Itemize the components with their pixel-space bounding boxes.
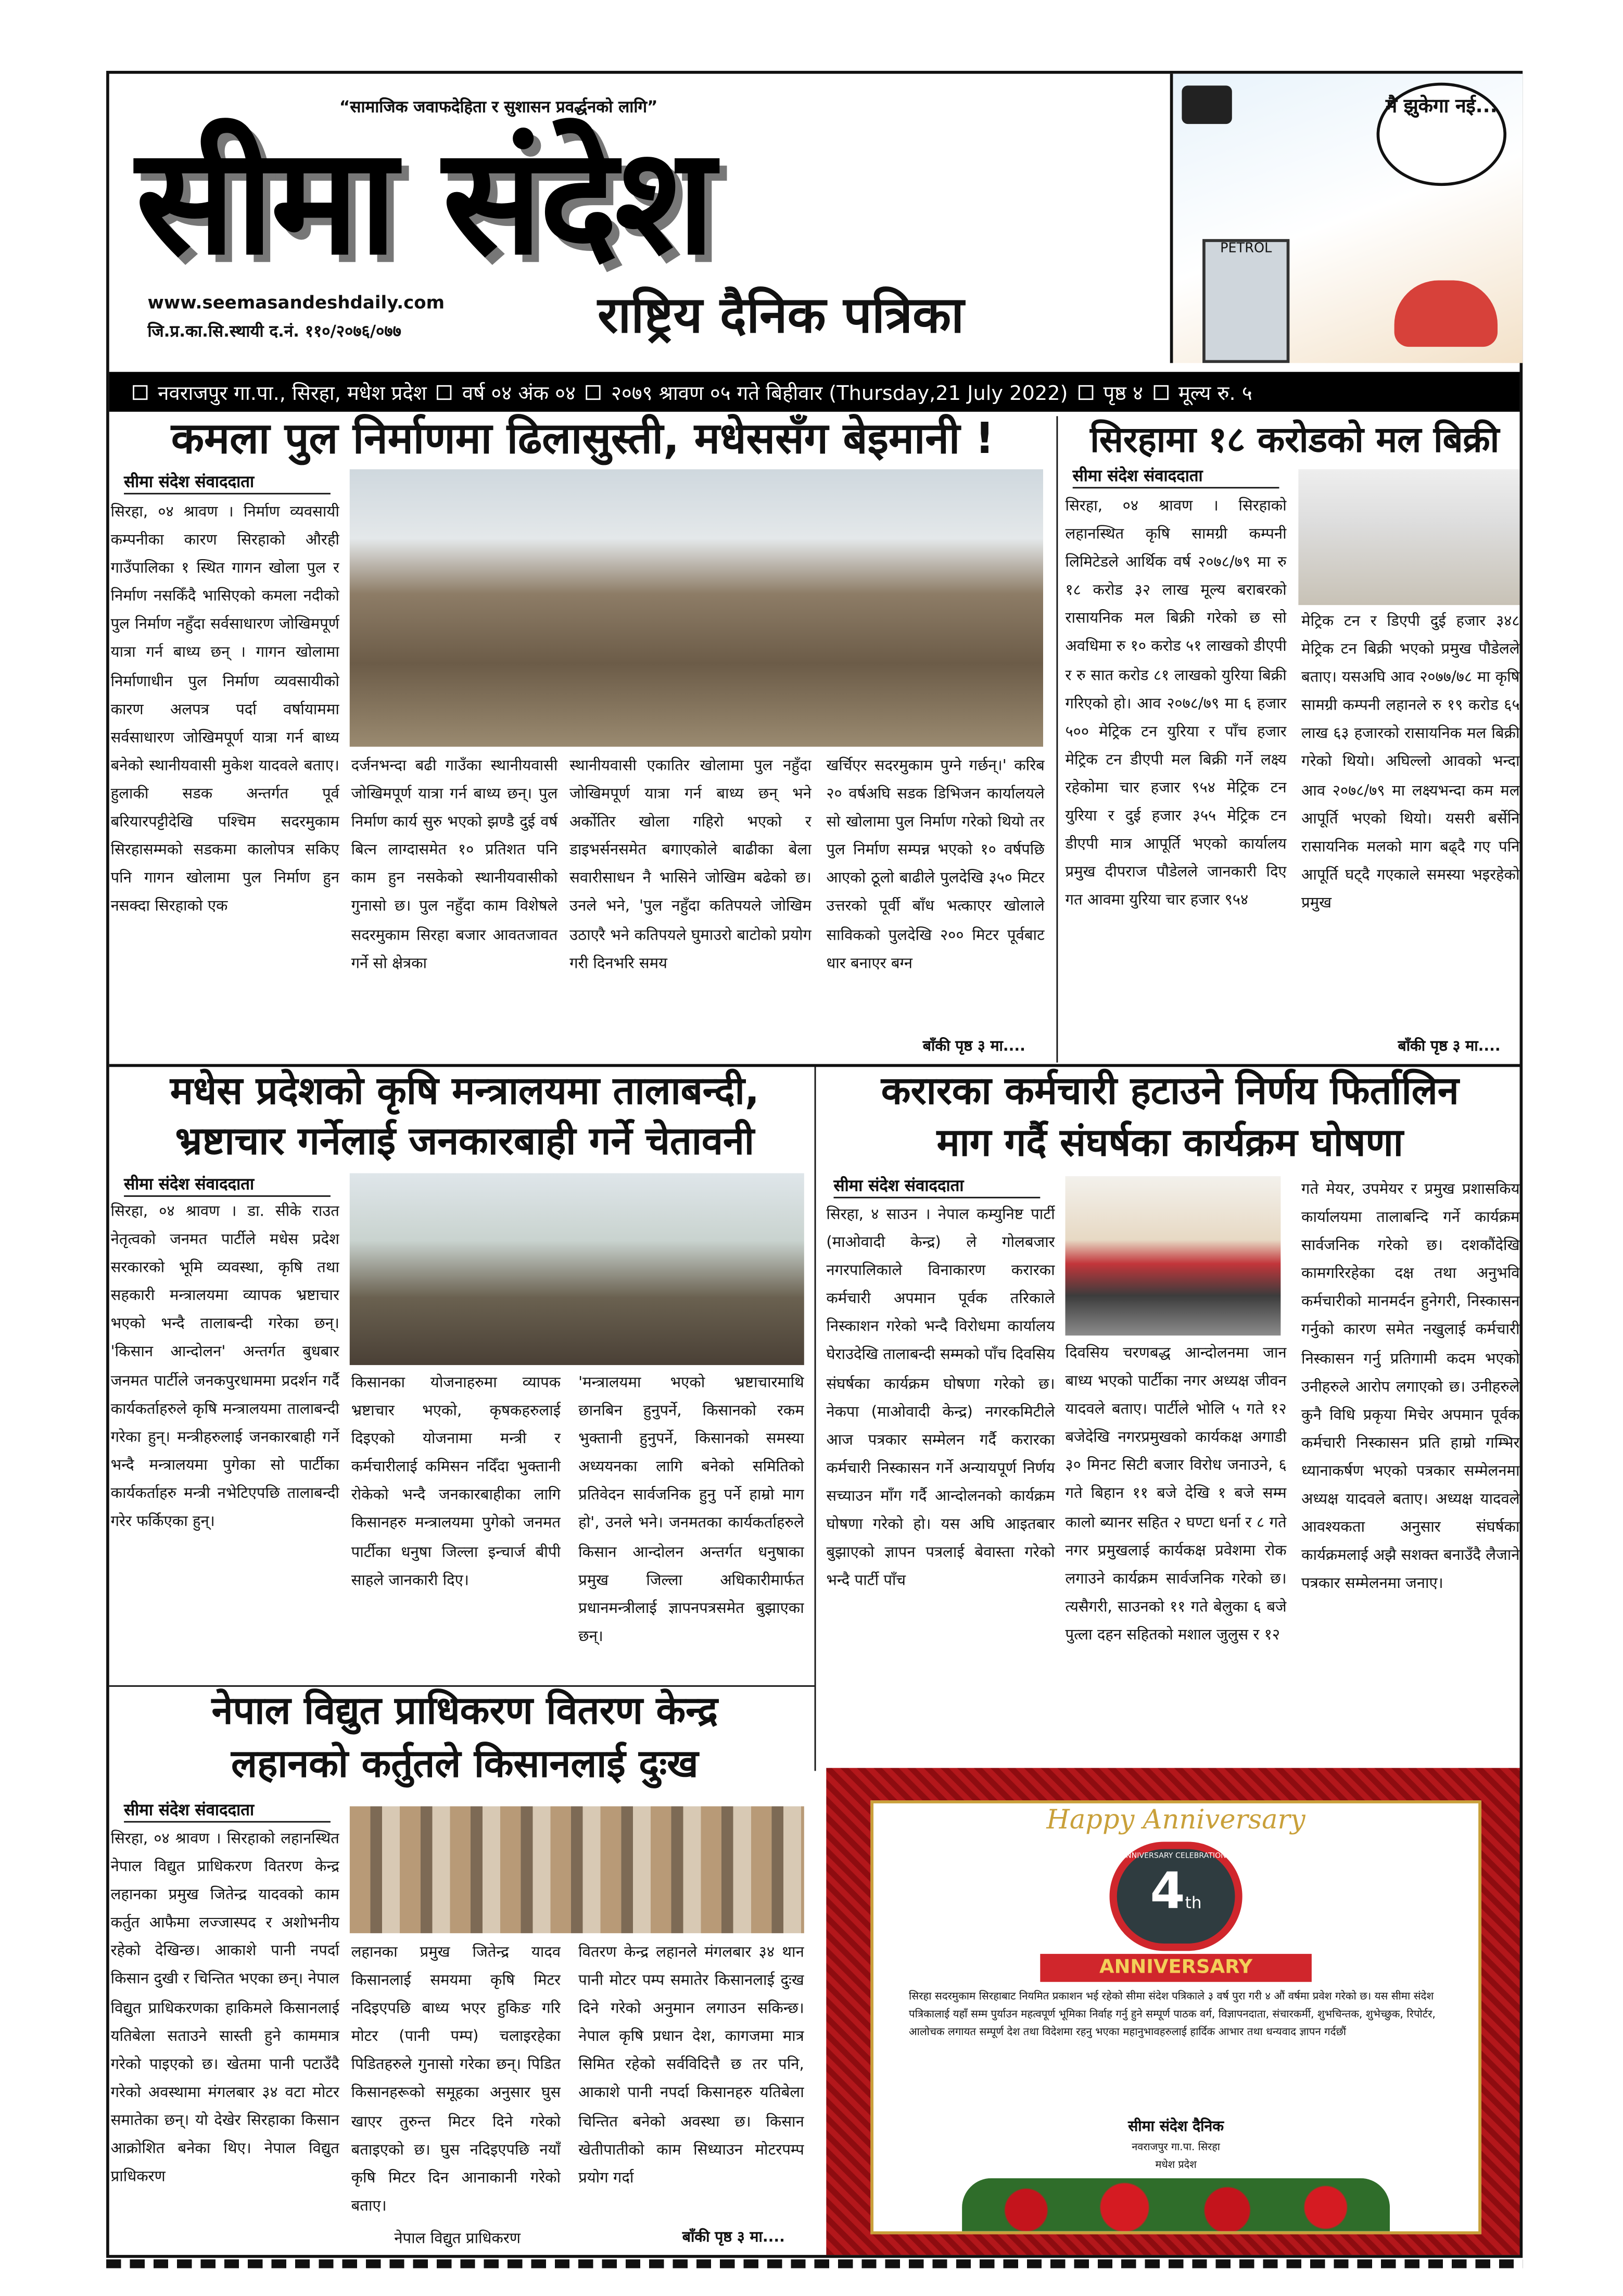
article-1-column-3: स्थानीयवासी एकातिर खोलामा पुल नहुँदा जोखिमपूर्ण यात्रा गर्न बाध्य छन् भने अर्कोतिर खोला गहिरो भएको र डाइभर्सनसमेत बगाएकोले बाढीका बेला सवारीसाधन नै भासिने जोखिम बढेको छ। उनले भने, 'पुल नहुँदा कतिपयले जोखिम उठाएरै भने कतिपयले घुमाउरो बाटोको प्रयोग गरी दिनभरि समय xyxy=(569,757,812,972)
seized-pumps-photo xyxy=(350,1806,804,1933)
article-5-byline: सीमा संदेश संवाददाता xyxy=(124,1800,331,1823)
article-5-continued[interactable]: बाँकी पृष्ठ ३ मा.... xyxy=(682,2229,785,2247)
masthead-subtitle: राष्ट्रिय दैनिक पत्रिका xyxy=(597,286,965,346)
square-bullet-icon xyxy=(133,384,147,399)
article-2-headline-box xyxy=(1070,421,1520,460)
page-number: पृष्ठ ४ xyxy=(1103,381,1143,406)
column-divider xyxy=(1057,416,1058,1063)
fertilizer-sacks-photo xyxy=(1298,469,1519,605)
article-1-column-1: सिरहा, ०४ श्रावण । निर्माण व्यवसायी कम्पनीका कारण सिरहाको औरही गाउँपालिका १ स्थित गागन खोला पुल र निर्माण नसकिँदै भासिएको कमला नदीको पुल निर्माण नहुँदा सर्वसाधारण जोखिमपूर्ण यात्रा गर्न बाध्य छन् । गागन खोलामा निर्माणाधीन पुल निर्माण व्यवसायीको कारण अलपत्र पर्दा वर्षायाममा सर्वसाधारण जोखिमपूर्ण यात्रा गर्न बाध्य बनेको स्थानीयवासी मुकेश यादवले बताए। हुलाकी सडक अन्तर्गत पूर्व बरियारपट्टीदेखि पश्चिम सदरमुकाम सिरहासम्मको सडकमा कालोपत्र सकिए पनि गागन खोलामा पुल निर्माण हुन नसक्दा सिरहाको एक xyxy=(110,503,339,916)
anniversary-message: सिरहा सदरमुकाम सिरहाबाट नियमित प्रकाशन भई रहेको सीमा संदेश पत्रिकाले ३ वर्ष पुरा गरी ४ औं वर्षमा प्रवेश गरेको छ। यस सीमा संदेश पत्रिकालाई यहाँ सम्म पुर्याउन महत्वपूर्ण भूमिका निर्वाह गर्नु हुने सम्पूर्ण पाठक वर्ग, विज्ञापनदाता, संचारकर्मी, शुभचिन्तक, शुभेच्छुक, रिपोर्टर, आलोचक लगायत सम्पूर्ण देश तथा विदेशमा रहनु भएका महानुभावहरुलाई हार्दिक आभार तथा धन्यवाद ज्ञापन गर्दछौं xyxy=(909,1989,1436,2038)
article-4-headline-line-2-box xyxy=(820,1123,1520,1165)
signature-name: सीमा संदेश दैनिक xyxy=(1128,2119,1224,2136)
article-4-column-3: गते मेयर, उपमेयर र प्रमुख प्रशासकिय कार्यालयमा तालाबन्दि गर्ने कार्यक्रम सार्वजनिक गरेको छ। दशकौंदेखि कामगरिरहेका दक्ष तथा अनुभवि कर्मचारीको मानमर्दन हुनेगरी, निस्कासन गर्नुको कारण समेत नखुलाई कर्मचारी निस्कासन गर्नु प्रतिगामी कदम भएको उनीहरुले आरोप लगाएको छ। उनीहरुले कुनै विधि प्रकृया मिचेर अपमान पूर्वक कर्मचारी निस्कासन प्रति हाम्रो गम्भिर ध्यानाकर्षण भएको पत्रकार सम्मेलनमा अध्यक्ष यादवले बताए। अध्यक्ष यादवले आवश्यकता अनुसार संघर्षका कार्यक्रमलाई अझै सशक्त बनाउँदै लैजाने पत्रकार सम्मेलनमा जनाए। xyxy=(1301,1180,1520,1593)
article-5-column-3: वितरण केन्द्र लहानले मंगलबार ३४ थान पानी मोटर पम्प समातेर किसानलाई दुःख दिने गरेको अनुमान लगाउन सकिन्छ। नेपाल कृषि प्रधान देश, कागजमा मात्र सिमित रहेको सर्वविदित्तै छ तर पनि, आकाशे पानी नपर्दा किसानहरु यतिबेला चिन्तित बनेको अवस्था छ। किसान खेतीपातीको काम सिध्याउन मोटरपम्प प्रयोग गर्दा xyxy=(578,1944,804,2187)
article-4-column-1: सिरहा, ४ साउन । नेपाल कम्युनिष्ट पार्टी (माओवादी केन्द्र) ले गोलबजार नगरपालिकाले विनाकारण करारका कर्मचारी अपमान पूर्वक तरिकाले निस्काशन गरेको भन्दै विरोधमा कार्यालय घेराउदेखि तालाबन्दी सम्मको पाँच दिवसिय संघर्षका कार्यक्रम घोषणा गरेको छ। नेकपा (माओवादी केन्द्र) नगरकमिटीले आज पत्रकार सम्मेलन गर्दै करारका कर्मचारी निस्कासन गर्ने अन्यायपूर्ण निर्णय सच्याउन माँग गर्दै आन्दोलनको कार्यक्रम घोषणा गरेको हो। यस अघि आइतबार बुझाएको ज्ञापन पत्रलाई बेवास्ता गरेको भन्दै पार्टी पाँच xyxy=(826,1205,1055,1590)
location: नवराजपुर गा.पा., सिरहा, मधेश प्रदेश xyxy=(158,381,427,406)
square-bullet-icon xyxy=(1153,384,1168,399)
issue-info-bar xyxy=(109,372,1520,412)
signature-address: नवराजपुर गा.पा. सिरहा xyxy=(1132,2141,1220,2153)
badge-ring-text: ANNIVERSARY CELEBRATIONS xyxy=(1121,1852,1231,1861)
article-2-column-2: मेट्रिक टन र डिएपी दुई हजार ३४८ मेट्रिक टन बिक्री भएको प्रमुख पौडेलले बताए। यसअघि आव २०७७/७८ मा कृषि सामग्री कम्पनी लहानले रु १९ करोड ६५ लाख ६३ हजारको रासायनिक मल बिक्री गरेको थियो। अघिल्लो आवको भन्दा आव २०७८/७९ मा लक्ष्यभन्दा कम मल आपूर्ति भएको थियो। यसरी बर्सेनि रासायनिक मलको माग बढ्दै गए पनि आपूर्ति घट्दै गएकाले समस्या भइरहेको प्रमुख xyxy=(1301,612,1520,912)
article-5-headline-line-1-box xyxy=(118,1691,812,1733)
article-5-headline-line-1: नेपाल विद्युत प्राधिकरण वितरण केन्द्र xyxy=(211,1689,718,1734)
happy-anniversary-script: Happy Anniversary xyxy=(1046,1805,1305,1836)
badge-suffix: th xyxy=(1185,1893,1202,1913)
article-2-continued[interactable]: बाँकी पृष्ठ ३ मा.... xyxy=(1398,1039,1501,1055)
article-1-headline: कमला पुल निर्माणमा ढिलासुस्ती, मधेससँग बेइमानी ! xyxy=(171,413,995,464)
price: मूल्य रु. ५ xyxy=(1178,381,1252,406)
article-4-byline: सीमा संदेश संवाददाता xyxy=(833,1176,1040,1199)
article-3-headline-line-1: मधेस प्रदेशको कृषि मन्त्रालयमा तालाबन्दी, xyxy=(170,1070,759,1115)
article-3-headline-line-2-box xyxy=(118,1121,812,1164)
roses-illustration xyxy=(962,2178,1390,2231)
scooter-icon xyxy=(1394,281,1498,347)
issue-date: २०७९ श्रावण ०५ गते बिहीवार (Thursday,21 July 2022) xyxy=(611,381,1068,406)
registration-number: जि.प्र.का.सि.स्थायी द.नं. ११०/२०७६/०७७ xyxy=(147,321,401,341)
bottom-dashed-rule xyxy=(106,2260,1523,2268)
ad-panel xyxy=(870,1800,1481,2234)
article-3-column-2: किसानका योजनाहरुमा व्यापक भ्रष्टाचार भएको, कृषकहरुलाई दिइएको योजनामा मन्त्री र कर्मचारीलाई कमिसन नदिँदा भुक्तानी रोकेको भन्दै जनकारबाहीका लागि किसानहरु मन्त्रालयमा पुगेको जनमत पार्टीका धनुषा जिल्ला इन्चार्ज बीपी साहले जानकारी दिए। xyxy=(351,1373,561,1589)
website-link[interactable]: www.seemasandeshdaily.com xyxy=(147,292,445,313)
bird-logo-icon xyxy=(1182,85,1232,124)
article-3-headline-line-1-box xyxy=(118,1071,812,1114)
collapsed-bridge-photo xyxy=(350,469,1043,747)
article-3-column-1: सिरहा, ०४ श्रावण । डा. सीके राउत नेतृत्वको जनमत पार्टीले मधेस प्रदेश सरकारको भूमि व्यवस्था, कृषि तथा सहकारी मन्त्रालयमा व्यापक भ्रष्टाचार भएको भन्दै तालाबन्दी गरेका छन्। 'किसान आन्दोलन' अन्तर्गत बुधबार जनमत पार्टीले जनकपुरधाममा प्रदर्शन गर्दै कार्यकर्ताहरुले कृषि मन्त्रालयमा तालाबन्दी गरेका हुन्। मन्त्रीहरुलाई जनकारबाही गर्ने भन्दै मन्त्रालयमा पुगेका सो पार्टीका कार्यकर्ताहरु मन्त्री नभेटिएपछि तालाबन्दी गरेर फर्किएका हुन्। xyxy=(110,1203,339,1531)
article-1-continued[interactable]: बाँकी पृष्ठ ३ मा.... xyxy=(922,1039,1025,1055)
cartoon-speech-bubble: मै झुकेगा नई... xyxy=(1377,83,1506,186)
article-1-column-4: खर्चिएर सदरमुकाम पुग्ने गर्छन्।' करिब २० वर्षअघि सडक डिभिजन कार्यालयले सो खोलामा पुल निर्माण गरेको थियो तर पुल निर्माण सम्पन्न भएको १० वर्षपछि आएको ठूलो बाढीले पुलदेखि ३५० मिटर उत्तरको पूर्वी बाँध भत्काएर खोलाले साविकको पुलदेखि २०० मिटर पूर्वबाट धार बनाएर बग्न xyxy=(826,757,1045,972)
petrol-label: PETROL xyxy=(1220,242,1272,257)
article-5-column-2: लहानका प्रमुख जितेन्द्र यादव किसानलाई समयमा कृषि मिटर नदिइएपछि बाध्य भएर हुकिङ गरि मोटर (पानी पम्प) चलाइरहेका पिडितहरुले गुनासो गरेका छन्। पिडित किसानहरूको समूहका अनुसार घुस खाएर तुरुन्त मिटर दिने गरेको बताइएको छ। घुस नदिइएपछि नयाँ कृषि मिटर दिन आनाकानी गरेको बताए। xyxy=(351,1944,561,2215)
volume-issue: वर्ष ०४ अंक ०४ xyxy=(462,381,576,406)
article-1-column-2: दर्जनभन्दा बढी गाउँका स्थानीयवासी जोखिमपूर्ण यात्रा गर्न बाध्य छन्। पुल निर्माण कार्य सुरु भएको झण्डै दुई वर्ष बित्न लाग्दासमेत १० प्रतिशत पनि काम हुन नसकेको स्थानीयवासीको गुनासो छ। पुल नहुँदा काम विशेषले सदरमुकाम सिरहा बजार आवतजावत गर्ने सो क्षेत्रका xyxy=(351,757,558,972)
masthead-tagline: “सामाजिक जवाफदेहिता र सुशासन प्रवर्द्धनको लागि” xyxy=(339,97,658,117)
article-2-headline: सिरहामा १८ करोडको मल बिक्री xyxy=(1090,419,1500,461)
section-divider xyxy=(109,1685,815,1687)
article-5-headline-line-2-box xyxy=(118,1744,812,1786)
article-3-byline: सीमा संदेश संवाददाता xyxy=(124,1175,331,1197)
article-4-headline-line-2: माग गर्दै संघर्षका कार्यक्रम घोषणा xyxy=(936,1121,1403,1166)
article-5-headline-line-2: लहानको कर्तुतले किसानलाई दुःख xyxy=(231,1743,699,1787)
anniversary-badge xyxy=(1110,1841,1242,1951)
square-bullet-icon xyxy=(437,384,452,399)
article-1-byline: सीमा संदेश संवाददाता xyxy=(124,472,331,495)
editorial-cartoon xyxy=(1170,74,1523,363)
anniversary-ribbon: ANNIVERSARY xyxy=(1040,1954,1312,1982)
press-conference-photo xyxy=(1066,1176,1281,1335)
square-bullet-icon xyxy=(1078,384,1093,399)
badge-number: 4 xyxy=(1150,1862,1185,1922)
petrol-pump-icon xyxy=(1202,239,1289,363)
article-5-column-2-tail: नेपाल विद्युत प्राधिकरण xyxy=(394,2229,521,2248)
article-5-column-1: सिरहा, ०४ श्रावण । सिरहाको लहानस्थित नेपाल विद्युत प्राधिकरण वितरण केन्द्र लहानका प्रमुख जितेन्द्र यादवको काम कर्तुत आफैमा लज्जास्पद र अशोभनीय रहेको देखिन्छ। आकाशे पानी नपर्दा किसान दुखी र चिन्तित भएका छन्। नेपाल विद्युत प्राधिकरणका हाकिमले किसानलाई यतिबेला सताउने सास्ती हुने काममात्र गरेको पाइएको छ। खेतमा पानी पटाउँदै गरेको अवस्थामा मंगलबार ३४ वटा मोटर समातेका छन्। यो देखेर सिरहाका किसान आक्रोशित बनेका थिए। नेपाल विद्युत प्राधिकरण xyxy=(110,1830,339,2186)
protest-photo xyxy=(350,1173,804,1365)
square-bullet-icon xyxy=(586,384,601,399)
column-divider xyxy=(815,1066,816,1771)
article-3-column-3: 'मन्त्रालयमा भएको भ्रष्टाचारमाथि छानबिन हुनुपर्ने, किसानको रकम भुक्तानी हुनुपर्ने, किसानको समस्या अध्ययनका लागि बनेको समितिको प्रतिवेदन सार्वजनिक हुनु पर्ने हाम्रो माग हो', उनले भने। जनमतका कार्यकर्ताहरुले किसान आन्दोलन अन्तर्गत धनुषाका प्रमुख जिल्ला अधिकारीमार्फत प्रधानमन्त्रीलाई ज्ञापनपत्रसमेत बुझाएका छन्। xyxy=(578,1373,804,1646)
article-2-column-1: सिरहा, ०४ श्रावण । सिरहाको लहानस्थित कृषि सामग्री कम्पनी लिमिटेडले आर्थिक वर्ष २०७८/७९ मा रु १८ करोड ३२ लाख मूल्य बराबरको रासायनिक मल बिक्री गरेको छ सो अवधिमा रु १० करोड ५१ लाखको डीएपी र रु सात करोड ८१ लाखको युरिया बिक्री गरिएको हो। आव २०७८/७९ मा ६ हजार ५०० मेट्रिक टन युरिया र पाँच हजार मेट्रिक टन डीएपी मल बिक्री गर्ने लक्ष्य रहेकोमा चार हजार ९५४ मेट्रिक टन युरिया र दुई हजार ३५५ मेट्रिक टन डीएपी मात्र आपूर्ति भएको कार्यालय प्रमुख दीपराज पौडेलले जानकारी दिए गत आवमा युरिया चार हजार ९५४ xyxy=(1065,497,1287,910)
masthead-title: सीमा संदेश xyxy=(135,113,713,288)
article-3-headline-line-2: भ्रष्टाचार गर्नेलाई जनकारबाही गर्ने चेतावनी xyxy=(175,1120,755,1165)
signature-province: मधेश प्रदेश xyxy=(1155,2159,1197,2171)
article-4-headline-line-1: करारका कर्मचारी हटाउने निर्णय फिर्तालिन xyxy=(881,1070,1459,1115)
article-4-column-2: दिवसिय चरणबद्ध आन्दोलनमा जान बाध्य भएको पार्टीका नगर अध्यक्ष जीवन यादवले बताए। पार्टीले भोलि ५ गते १२ बजेदेखि नगरप्रमुखको कार्यकक्ष अगाडी ३० मिनट सिटी बजार विरोध जनाउने, ६ गते बिहान ११ बजे देखि १ बजे सम्म कालो ब्यानर सहित २ घण्टा धर्ना र ८ गते नगर प्रमुखलाई कार्यकक्ष प्रवेशमा रोक लगाउने कार्यक्रम सार्वजनिक गरेको छ। त्यसैगरी, साउनको ११ गते बेलुका ६ बजे पुत्ला दहन सहितको मशाल जुलुस र १२ xyxy=(1065,1344,1287,1644)
article-4-headline-line-1-box xyxy=(820,1071,1520,1114)
anniversary-advertisement xyxy=(826,1768,1519,2255)
article-1-headline-box xyxy=(118,413,1048,464)
article-2-byline: सीमा संदेश संवाददाता xyxy=(1073,466,1279,489)
